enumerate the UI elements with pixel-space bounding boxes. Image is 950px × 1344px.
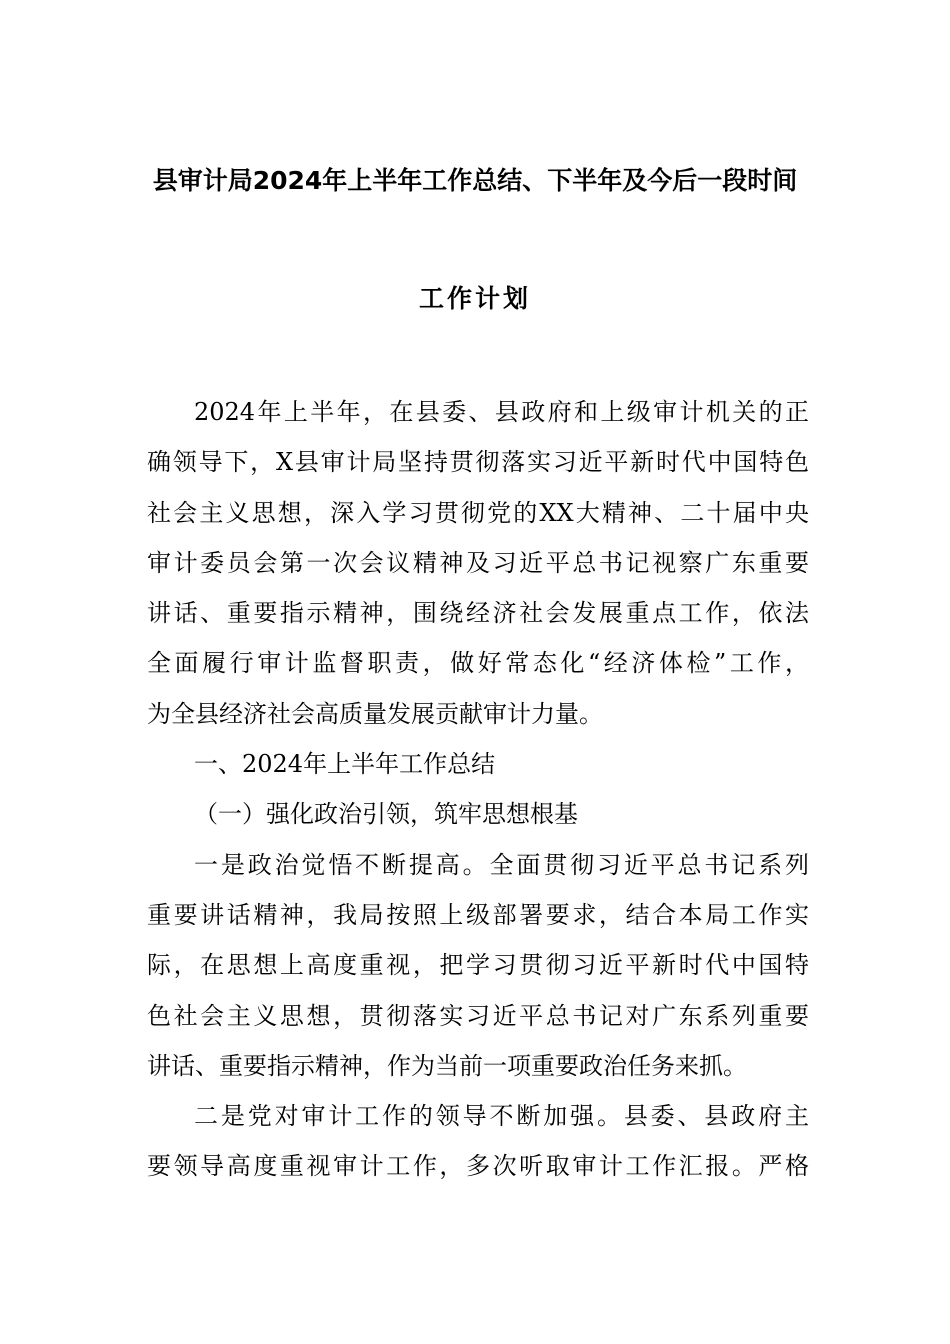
section-heading: 一、2024年上半年工作总结 <box>194 750 496 779</box>
body-line: 2024年上半年，在县委、县政府和上级审计机关的正 <box>194 398 809 426</box>
document-title-line-2: 工作计划 <box>418 284 531 313</box>
body-line: 重要讲话精神，我局按照上级部署要求，结合本局工作实 <box>147 900 809 929</box>
body-line: 际，在思想上高度重视，把学习贯彻习近平新时代中国特 <box>147 951 809 980</box>
body-line: 社会主义思想，深入学习贯彻党的XX大精神、二十届中央 <box>147 498 809 527</box>
body-line: 为全县经济社会高质量发展贡献审计力量。 <box>147 699 603 728</box>
document-title-line-1: 县审计局2024年上半年工作总结、下半年及今后一段时间 <box>152 166 798 195</box>
document-body <box>147 387 809 1192</box>
body-line: 审计委员会第一次会议精神及习近平总书记视察广东重要 <box>147 548 809 577</box>
body-line: 一是政治觉悟不断提高。全面贯彻习近平总书记系列 <box>194 850 809 879</box>
body-line: 讲话、重要指示精神，围绕经济社会发展重点工作，依法 <box>147 599 809 628</box>
subsection-heading: （一）强化政治引领，筑牢思想根基 <box>194 800 578 829</box>
body-line: 色社会主义思想，贯彻落实习近平总书记对广东系列重要 <box>147 1001 809 1030</box>
body-line: 要领导高度重视审计工作，多次听取审计工作汇报。严格 <box>147 1152 809 1181</box>
body-line: 全面履行审计监督职责，做好常态化“经济体检”工作， <box>147 649 809 678</box>
body-line: 二是党对审计工作的领导不断加强。县委、县政府主 <box>194 1102 809 1131</box>
body-line: 确领导下，X县审计局坚持贯彻落实习近平新时代中国特色 <box>147 448 809 477</box>
body-line: 讲话、重要指示精神，作为当前一项重要政治任务来抓。 <box>147 1051 747 1080</box>
